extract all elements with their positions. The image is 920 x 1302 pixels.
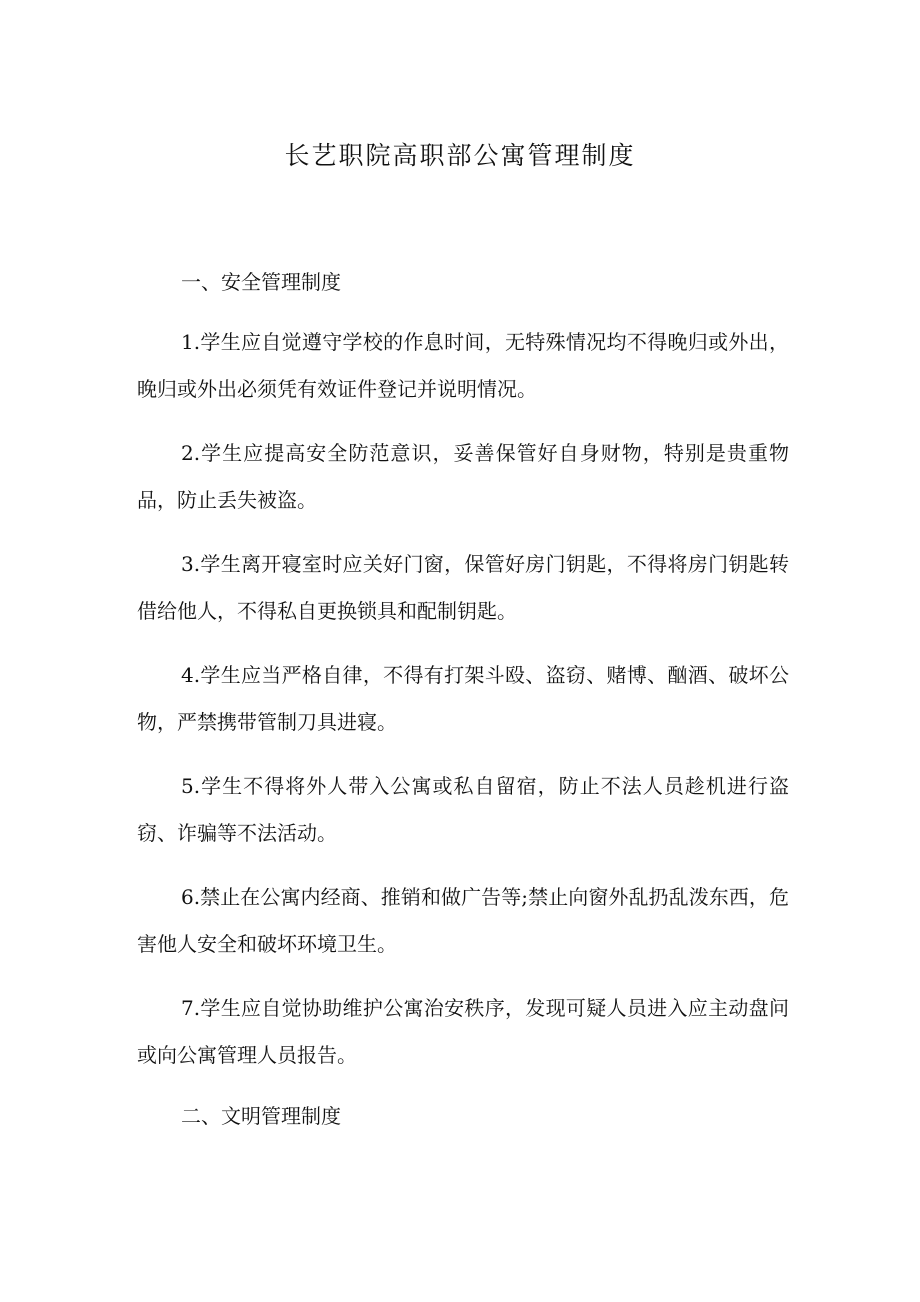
document-body (137, 262, 789, 1153)
rule-item: 7.学生应自觉协助维护公寓治安秩序，发现可疑人员进入应主动盘问或向公寓管理人员报告。 (137, 996, 789, 1067)
rule-item: 1.学生应自觉遵守学校的作息时间，无特殊情况均不得晚归或外出，晚归或外出必须凭有效证件登记并说明情况。 (137, 330, 789, 401)
rule-item: 6.禁止在公寓内经商、推销和做广告等;禁止向窗外乱扔乱泼东西，危害他人安全和破坏环境卫生。 (137, 885, 789, 956)
document-title: 长艺职院高职部公寓管理制度 (284, 141, 636, 170)
rule-item: 4.学生应当严格自律，不得有打架斗殴、盗窃、赌博、酗酒、破坏公物，严禁携带管制刀具进寝。 (137, 663, 789, 734)
rule-item: 5.学生不得将外人带入公寓或私自留宿，防止不法人员趁机进行盗窃、诈骗等不法活动。 (137, 774, 789, 845)
section-heading-civility: 二、文明管理制度 (181, 1104, 341, 1128)
rule-item: 3.学生离开寝室时应关好门窗，保管好房门钥匙，不得将房门钥匙转借给他人，不得私自更换锁具和配制钥匙。 (137, 552, 789, 623)
section-heading-safety: 一、安全管理制度 (181, 270, 341, 294)
rule-item: 2.学生应提高安全防范意识，妥善保管好自身财物，特别是贵重物品，防止丢失被盗。 (137, 441, 789, 512)
